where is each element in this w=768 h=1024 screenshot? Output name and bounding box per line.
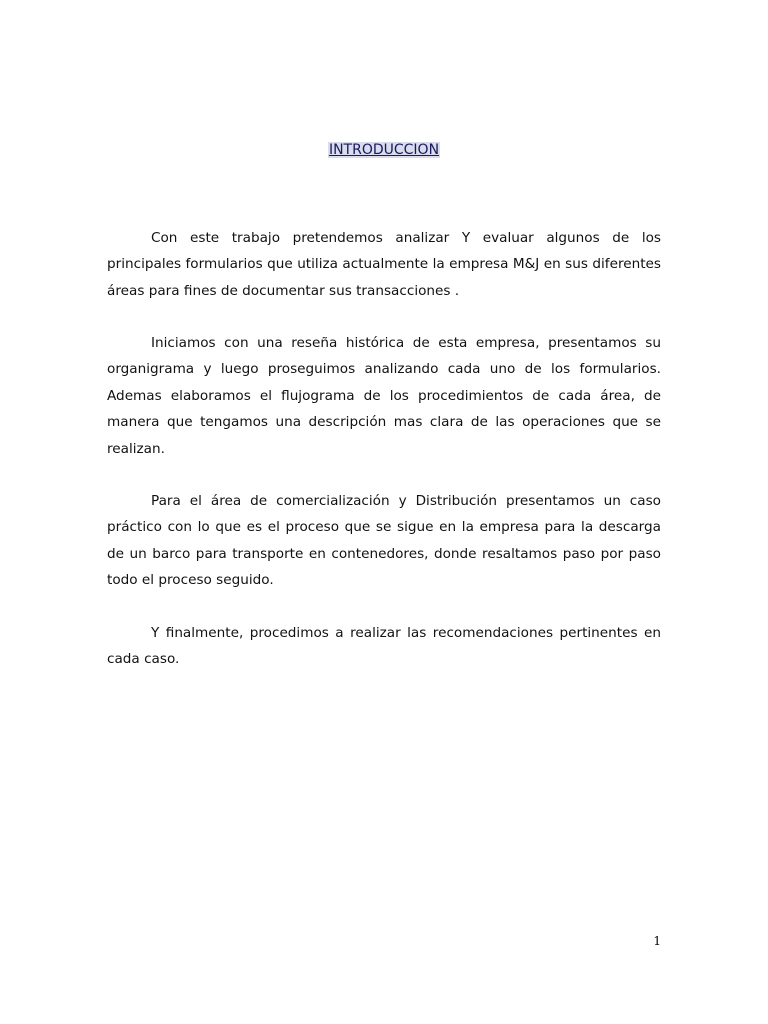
page-title	[0, 140, 768, 160]
paragraph-1: Con este trabajo pretendemos analizar Y evaluar algunos de los principales formularios que utiliza actualmente la empresa M&J en sus diferentes áreas para fines de documentar sus transacciones .	[107, 230, 661, 299]
paragraph-2: Iniciamos con una reseña histórica de esta empresa, presentamos su organigrama y luego proseguimos analizando cada uno de los formularios. Ademas elaboramos el flujograma de los procedimientos de cada área, de manera que tengamos una descripción mas clara de las operaciones que se realizan.	[107, 335, 661, 457]
paragraph-4: Y finalmente, procedimos a realizar las recomendaciones pertinentes en cada caso.	[107, 625, 661, 668]
page-number: 1	[653, 934, 661, 948]
title-text: INTRODUCCION	[328, 142, 440, 158]
paragraph-3: Para el área de comercialización y Distribución presentamos un caso práctico con lo que es el proceso que se sigue en la empresa para la descarga de un barco para transporte en contenedores, donde resaltamos paso por paso todo el proceso seguido.	[107, 493, 661, 589]
